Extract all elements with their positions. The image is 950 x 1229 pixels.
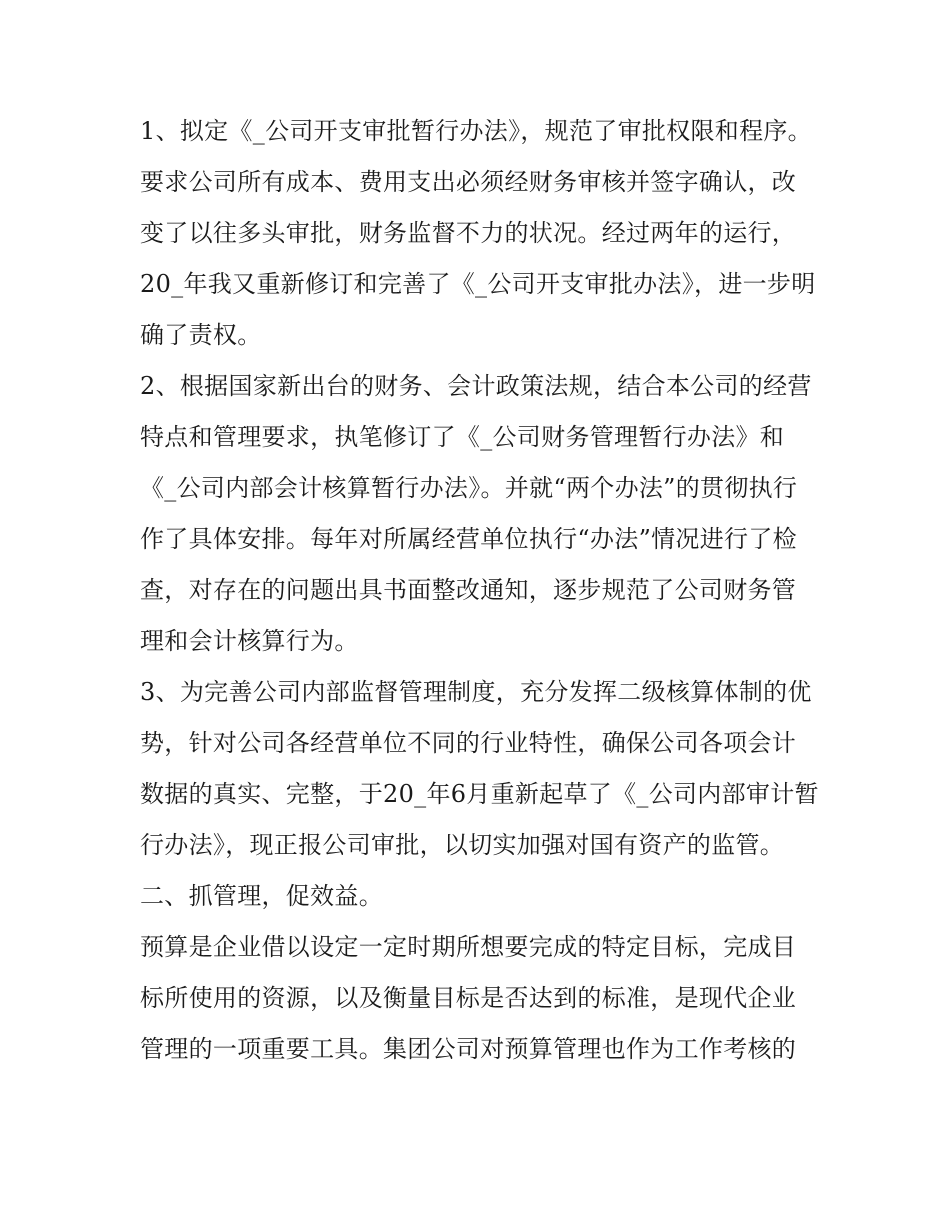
section-heading-management: 二、抓管理，促效益。 [140, 882, 383, 910]
paragraph-budget: 预算是企业借以设定一定时期所想要完成的特定目标，完成目标所使用的资源，以及衡量目标是否达到的标准，是现代企业管理的一项重要工具。集团公司对预算管理也作为工作考核的 [140, 933, 797, 1063]
document-page [140, 106, 820, 1075]
paragraph-internal-audit: 3、为完善公司内部监督管理制度，充分发挥二级核算体制的优势，针对公司各经营单位不同的行业特性，确保公司各项会计数据的真实、完整，于20_年6月重新起草了《_公司内部审计暂行办法》，现正报公司审批，以切实加强对国有资产的监管。 [140, 678, 819, 859]
paragraph-financial-measures: 2、根据国家新出台的财务、会计政策法规，结合本公司的经营特点和管理要求，执笔修订了《_公司财务管理暂行办法》和《_公司内部会计核算暂行办法》。并就“两个办法”的贯彻执行作了具体安排。每年对所属经营单位执行“办法”情况进行了检查，对存在的问题出具书面整改通知，逐步规范了公司财务管理和会计核算行为。 [140, 372, 812, 655]
paragraph-approval-measures: 1、拟定《_公司开支审批暂行办法》，规范了审批权限和程序。要求公司所有成本、费用支出必须经财务审核并签字确认，改变了以往多头审批，财务监督不力的状况。经过两年的运行，20_年我又重新修订和完善了《_公司开支审批办法》，进一步明确了责权。 [140, 117, 816, 349]
